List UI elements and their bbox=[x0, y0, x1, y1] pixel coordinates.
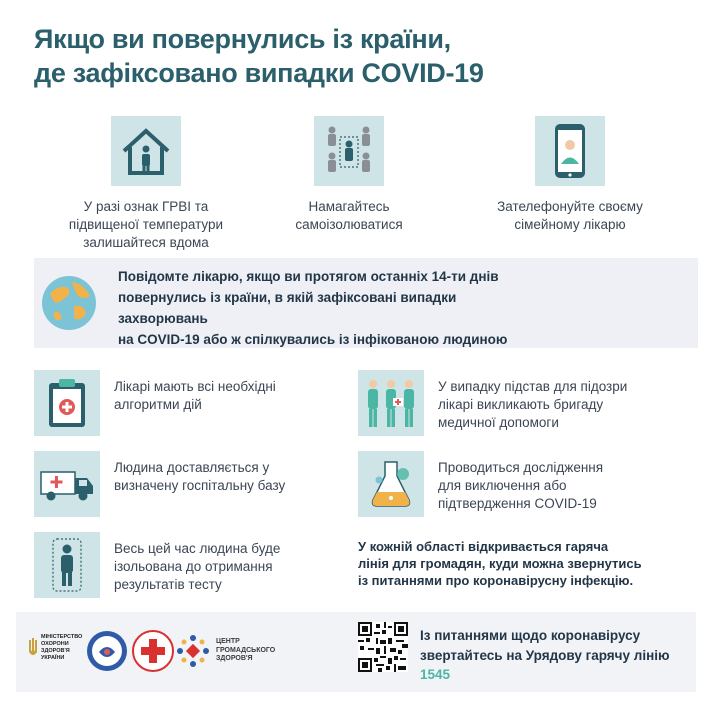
lab-flask-icon bbox=[358, 451, 424, 517]
ambulance-icon bbox=[34, 451, 100, 517]
page-title bbox=[34, 22, 674, 90]
hotline-number[interactable]: 1545 bbox=[420, 667, 451, 682]
tip-stay-home bbox=[56, 116, 236, 252]
clipboard-icon bbox=[34, 370, 100, 436]
emblem-logo bbox=[86, 630, 128, 672]
step-isolation-until-results bbox=[34, 532, 354, 598]
step-covid-test-text: Проводиться дослідження для виключення або підтвердження COVID-19 bbox=[438, 460, 604, 511]
globe-icon bbox=[40, 274, 98, 332]
title-line-1: Якщо ви повернулись із країни, bbox=[34, 24, 451, 54]
step-isolation-text: Весь цей час людина буде ізольована до отримання результатів тесту bbox=[114, 541, 281, 592]
public-health-mark-icon bbox=[176, 634, 210, 668]
step-doctors-algorithms-text: Лікарі мають всі необхідні алгоритми дій bbox=[114, 379, 276, 412]
tip-call-doctor bbox=[480, 116, 660, 234]
medical-team-icon bbox=[358, 370, 424, 436]
title-line-2: де зафіксовано випадки COVID-19 bbox=[34, 58, 484, 88]
step-ambulance-call-text: У випадку підстав для підозри лікарі викликають бригаду медичної допомоги bbox=[438, 379, 628, 430]
tip-call-doctor-caption: Зателефонуйте своєму сімейному лікарю bbox=[497, 199, 643, 232]
step-covid-test bbox=[358, 451, 698, 517]
tip-self-isolate-caption: Намагайтесь самоізолюватися bbox=[295, 199, 403, 232]
step-hospital-transfer bbox=[34, 451, 354, 517]
isolated-person-icon bbox=[34, 532, 100, 598]
ministry-of-health-logo: МІНІСТЕРСТВО ОХОРОНИ ЗДОРОВ'Я УКРАЇНИ bbox=[28, 634, 80, 670]
phone-doctor-icon bbox=[535, 116, 605, 186]
qr-code[interactable] bbox=[358, 622, 408, 672]
footer: МІНІСТЕРСТВО ОХОРОНИ ЗДОРОВ'Я УКРАЇНИ ЦЕНТР ГРОМАДСЬКОГО ЗДОРОВ'Я Із питаннями щодо коронавірусу звертайтесь на Урядову гарячу лінію 1545 bbox=[16, 612, 696, 692]
tip-stay-home-caption: У разі ознак ГРВІ та підвищеної температури залишайтеся вдома bbox=[68, 199, 224, 250]
trident-icon bbox=[28, 638, 38, 660]
red-cross-logo bbox=[132, 630, 174, 672]
notify-doctor-band bbox=[34, 258, 698, 348]
home-icon bbox=[111, 116, 181, 186]
notify-doctor-text: Повідомте лікарю, якщо ви протягом останніх 14-ти днів повернулись із країни, в якій зафіксовані випадки захворювань на COVID-19 або ж спілкувались із інфікованою людиною bbox=[118, 269, 508, 347]
step-ambulance-call bbox=[358, 370, 698, 436]
step-hospital-transfer-text: Людина доставляється у визначену госпітальну базу bbox=[114, 460, 286, 493]
hotline-text: Із питаннями щодо коронавірусу звертайтесь на Урядову гарячу лінію bbox=[420, 628, 670, 663]
self-isolation-icon bbox=[314, 116, 384, 186]
step-doctors-algorithms bbox=[34, 370, 354, 436]
regional-hotline-note: У кожній області відкривається гаряча лінія для громадян, куди можна звернутись із питаннями про коронавірусну інфекцію. bbox=[358, 539, 642, 588]
tip-self-isolate bbox=[259, 116, 439, 234]
